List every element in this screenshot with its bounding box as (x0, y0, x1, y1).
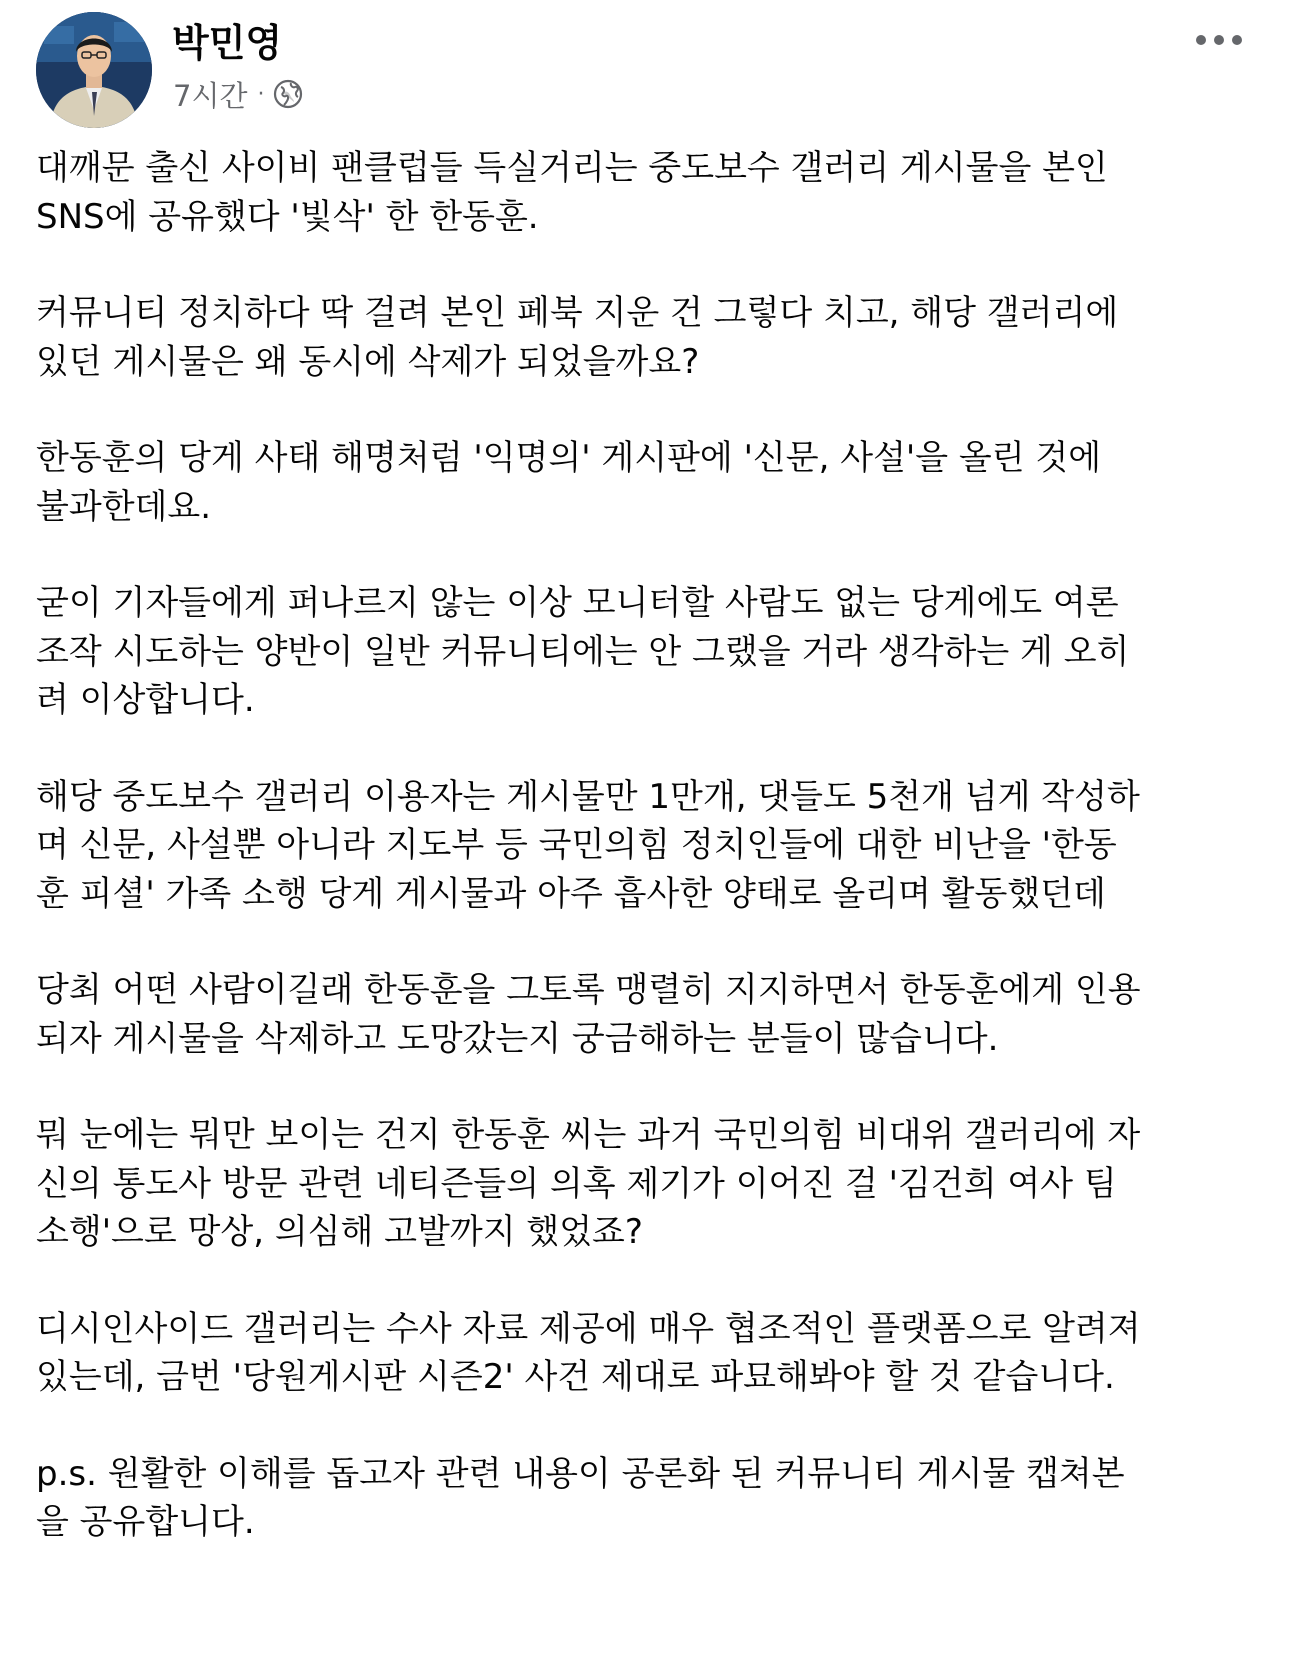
post-header (36, 12, 1254, 132)
post-timestamp[interactable]: 7시간 (173, 78, 248, 113)
post-paragraph: 해당 중도보수 갤러리 이용자는 게시물만 1만개, 댓들도 5천개 넘게 작성하 며 신문, 사설뿐 아니라 지도부 등 국민의힘 정치인들에 대한 비난을 '한동 훈 피셜' 가족 소행 당게 게시물과 아주 흡사한 양태로 올리며 활동했던데 (36, 776, 1140, 914)
post-paragraph: 굳이 기자들에게 퍼나르지 않는 이상 모니터할 사람도 없는 당게에도 여론 조작 시도하는 양반이 일반 커뮤니티에는 안 그랬을 거라 생각하는 게 오히 려 이상합니다. (36, 583, 1130, 720)
post-paragraph: p.s. 원활한 이해를 돕고자 관련 내용이 공론화 된 커뮤니티 게시물 캡쳐본 을 공유합니다. (36, 1453, 1125, 1542)
avatar-image (36, 12, 152, 128)
post-paragraph: 한동훈의 당게 사태 해명처럼 '익명의' 게시판에 '신문, 사설'을 올린 것에 불과한데요. (36, 438, 1102, 527)
more-options-icon (1195, 34, 1243, 46)
meta-separator: · (257, 81, 265, 107)
avatar[interactable] (36, 12, 152, 128)
post-meta (173, 74, 304, 114)
post-paragraph: 커뮤니티 정치하다 딱 걸려 본인 페북 지운 건 그렇다 치고, 해당 갤러리에 있던 게시물은 왜 동시에 삭제가 되었을까요? (36, 293, 1119, 382)
post-paragraph: 뭐 눈에는 뭐만 보이는 건지 한동훈 씨는 과거 국민의힘 비대위 갤러리에 자 신의 통도사 방문 관련 네티즌들의 의혹 제기가 이어진 걸 '김건희 여사 팀 소행'으로 망상, 의심해 고발까지 했었죠? (36, 1115, 1141, 1252)
globe-icon[interactable] (272, 78, 304, 110)
author-name[interactable]: 박민영 (172, 21, 283, 65)
post-paragraph: 당최 어떤 사람이길래 한동훈을 그토록 맹렬히 지지하면서 한동훈에게 인용 되자 게시물을 삭제하고 도망갔는지 궁금해하는 분들이 많습니다. (36, 970, 1141, 1059)
post-body (36, 144, 1254, 1595)
more-options-button[interactable] (1184, 20, 1254, 60)
post-paragraph: 디시인사이드 갤러리는 수사 자료 제공에 매우 협조적인 플랫폼으로 알려져 있는데, 금번 '당원게시판 시즌2' 사건 제대로 파묘해봐야 할 것 같습니다. (36, 1308, 1141, 1397)
post-paragraph: 대깨문 출신 사이비 팬클럽들 득실거리는 중도보수 갤러리 게시물을 본인 SNS에 공유했다 '빛삭' 한 한동훈. (36, 148, 1108, 237)
